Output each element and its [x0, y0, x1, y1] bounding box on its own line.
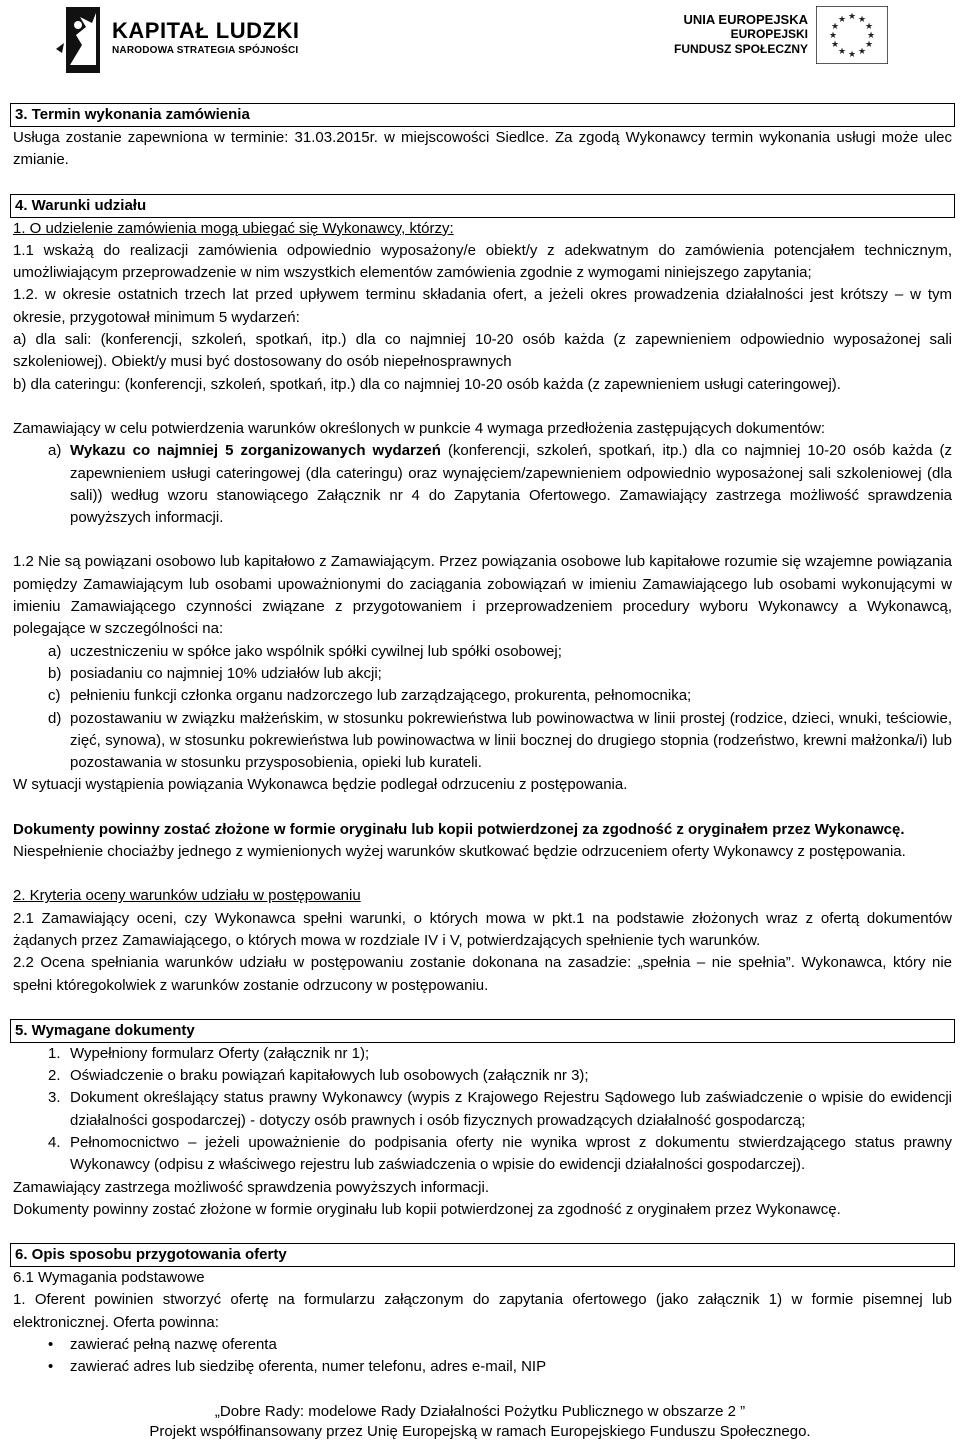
svg-text:★: ★: [864, 22, 874, 32]
eu-line1: UNIA EUROPEJSKA: [683, 12, 808, 27]
relation-item: [10, 663, 955, 685]
relation-text: uczestniczeniu w spółce jako wspólnik spółki cywilnej lub spółki osobowej;: [70, 642, 562, 660]
docs-note: Niespełnienie chociażby jednego z wymienionych wyżej warunków skutkować będzie odrzuceniem oferty Wykonawcy z postępowania.: [13, 843, 906, 861]
required-doc-marker: 2.: [48, 1067, 61, 1085]
relation-item: [10, 685, 955, 707]
criteria-heading-text: 2. Kryteria oceny warunków udziału w postępowaniu: [13, 887, 361, 905]
section-4-sub1-text: 1. O udzielenie zamówienia mogą ubiegać się Wykonawcy, którzy:: [13, 219, 454, 237]
eu-line3: FUNDUSZ SPOŁECZNY: [673, 42, 808, 56]
required-doc-text: Dokument określający status prawny Wykonawcy (wypis z Krajowego Rejestru Sądowego lub zaświadczenie o wpisie do ewidencji działalności gospodarczej) - dotyczy osób prawnych i osób fizycznych prowadzących działalność gospodarczą;: [70, 1089, 952, 1129]
confirm-item-a: [10, 440, 955, 529]
required-doc-marker: 3.: [48, 1089, 61, 1107]
criteria-p22: 2.2 Ocena spełniania warunków udziału w postępowaniu zostanie dokonana na zasadzie: „spełnia – nie spełnia”. Wykonawca, który nie spełni któregokolwiek z warunków zostanie odrzucony w postępowaniu.: [13, 954, 952, 994]
required-doc-text: Oświadczenie o braku powiązań kapitałowych lub osobowych (załącznik nr 3);: [70, 1067, 589, 1085]
svg-text:★: ★: [830, 40, 840, 50]
section-5-heading: 5. Wymagane dokumenty: [10, 1019, 955, 1043]
offer-bullet-text: zawierać adres lub siedzibę oferenta, numer telefonu, adres e-mail, NIP: [70, 1358, 547, 1376]
footer-line1: „Dobre Rady: modelowe Rady Działalności Pożytku Publicznego w obszarze 2 ”: [214, 1403, 746, 1420]
relations-list: [10, 641, 955, 775]
svg-text:★: ★: [857, 47, 867, 57]
required-doc-item: [10, 1065, 955, 1087]
page-header: [0, 0, 960, 90]
section-6-sub: 6.1 Wymagania podstawowe: [13, 1269, 205, 1287]
relation-text: pozostawaniu w związku małżeńskim, w stosunku pokrewieństwa lub powinowactwa w linii prostej (rodzice, dzieci, wnuki, teściowie, zięć, synowa), w stosunku pokrewieństwa lub powinowactwa w linii bocznej do drugiego stopnia (rodzeństwo, krewni małżonka/i) lub pozostawania w stosunku przysposobienia, opieki lub kurateli.: [70, 709, 952, 772]
offer-bullets: [10, 1334, 955, 1379]
relations-after: W sytuacji wystąpienia powiązania Wykonawca będzie podlegał odrzuceniu z postępowania.: [13, 776, 628, 794]
svg-text:★: ★: [847, 12, 857, 22]
kapital-ludzki-subtitle: NARODOWA STRATEGIA SPÓJNOŚCI: [112, 45, 299, 56]
relation-item: [10, 641, 955, 663]
bullet-icon: •: [48, 1358, 54, 1376]
eu-text: [674, 12, 808, 57]
offer-bullet-item: [10, 1334, 955, 1356]
section-4-sub1: [10, 218, 955, 240]
section-6-p1: 1. Oferent powinien stworzyć ofertę na formularzu załączonym do zapytania ofertowego (jako załącznik 1) w formie pisemnej lub elektronicznej. Oferta powinna:: [13, 1291, 952, 1331]
confirm-intro: Zamawiający w celu potwierdzenia warunków określonych w punkcie 4 wymaga przedłożenia zastępujących dokumentów:: [13, 419, 826, 437]
kapital-ludzki-title: KAPITAŁ LUDZKI: [112, 18, 300, 43]
eu-line2: EUROPEJSKI: [730, 27, 808, 41]
svg-text:★: ★: [837, 15, 847, 25]
required-doc-item: [10, 1132, 955, 1177]
section-6-heading: 6. Opis sposobu przygotowania oferty: [10, 1243, 955, 1267]
section-4-p12-relations: 1.2 Nie są powiązani osobowo lub kapitałowo z Zamawiającym. Przez powiązania osobowe lub kapitałowe rozumie się wzajemne powiązania pomiędzy Zamawiającym lub osobami upoważnionymi do zaciągania zobowiązań w imieniu Zamawiającego lub osobami wykonującymi w imieniu Zamawiającego czynności związane z przygotowaniem i przeprowadzeniem procedury wyboru Wykonawcy a Wykonawcą, polegające w szczególności na:: [13, 553, 952, 638]
section-3-heading: 3. Termin wykonania zamówienia: [10, 103, 955, 127]
relation-marker: a): [48, 642, 62, 660]
required-doc-marker: 1.: [48, 1044, 61, 1062]
section-4-heading: 4. Warunki udziału: [10, 194, 955, 218]
required-doc-text: Pełnomocnictwo – jeżeli upoważnienie do podpisania oferty nie wynika wprost z dokumentu stwierdzającego status prawny Wykonawcy (odpisu z właściwego rejestru lub zaświadczenia o wpisie do ewidencji działalności gospodarczej).: [70, 1133, 952, 1174]
confirm-item-rest: (konferencji, szkoleń, spotkań, itp.) dla co najmniej 10-20 osób każda (z zapewnieniem usługi cateringowej (dla cateringu) oraz wynajęciem/zapewnieniem odpowiednio wyposażonej sali szkoleniowej (dla sali)) według wzoru stanowiącego Załącznik nr 4 do Zapytania Ofertowego. Zamawiający zastrzega możliwość sprawdzenia powyższych informacji.: [70, 442, 952, 527]
svg-text:★: ★: [847, 50, 857, 60]
required-doc-item: [10, 1087, 955, 1132]
confirm-item-text: [70, 440, 955, 529]
section-5-after1: Zamawiający zastrzega możliwość sprawdzenia powyższych informacji.: [13, 1178, 489, 1196]
required-doc-text: Wypełniony formularz Oferty (załącznik nr 1);: [70, 1044, 370, 1062]
svg-text:★: ★: [828, 31, 838, 41]
eu-flag-icon: [816, 6, 888, 64]
required-doc-item: [10, 1043, 955, 1065]
section-4-p12b: b) dla cateringu: (konferencji, szkoleń, spotkań, itp.) dla co najmniej 10-20 osób każda (z zapewnieniem usługi cateringowej).: [13, 375, 841, 393]
svg-text:★: ★: [866, 31, 876, 41]
svg-text:★: ★: [837, 47, 847, 57]
docs-bold-note: Dokumenty powinny zostać złożone w formie oryginału lub kopii potwierdzonej za zgodność z oryginałem przez Wykonawcę.: [13, 820, 905, 838]
svg-text:★: ★: [830, 22, 840, 32]
relation-text: posiadaniu co najmniej 10% udziałów lub akcji;: [70, 664, 382, 682]
relation-text: pełnieniu funkcji członka organu nadzorczego lub zarządzającego, prokurenta, pełnomocnika;: [70, 687, 692, 705]
offer-bullet-item: [10, 1356, 955, 1378]
relation-marker: d): [48, 709, 62, 727]
confirm-item-bold: Wykazu co najmniej 5 zorganizowanych wydarzeń: [70, 442, 441, 460]
svg-text:★: ★: [857, 15, 867, 25]
section-4-p12: 1.2. w okresie ostatnich trzech lat przed upływem terminu składania ofert, a jeżeli okres prowadzenia działalności jest krótszy – w tym okresie, przygotował minimum 5 wydarzeń:: [13, 286, 952, 326]
criteria-p21: 2.1 Zamawiający oceni, czy Wykonawca spełni warunki, o których mowa w pkt.1 na podstawie złożonych wraz z ofertą dokumentów żądanych przez Zamawiającego, o których mowa w rozdziale IV i V, potwierdzających spełnienie tych warunków.: [13, 909, 952, 949]
document-body: [10, 103, 955, 1379]
confirm-item-marker: a): [48, 442, 62, 460]
required-doc-marker: 4.: [48, 1133, 61, 1151]
relation-marker: b): [48, 664, 62, 682]
footer-line2: Projekt współfinansowany przez Unię Europejską w ramach Europejskiego Funduszu Społecznego.: [149, 1423, 811, 1440]
section-3-text: Usługa zostanie zapewniona w terminie: 31.03.2015r. w miejscowości Siedlce. Za zgodą Wykonawcy termin wykonania usługi może ulec zmianie.: [13, 129, 952, 169]
section-4-p11: 1.1 wskażą do realizacji zamówienia odpowiednio wyposażony/e obiekt/y z adekwatnym do zamówienia potencjałem technicznym, umożliwiającym przeprowadzenie w nim wszystkich elementów zamówienia zgodnie z wymogami niniejszego zapytania;: [13, 241, 952, 282]
relation-marker: c): [48, 687, 61, 705]
svg-text:★: ★: [864, 40, 874, 50]
criteria-heading: [10, 885, 955, 907]
relation-item: [10, 708, 955, 775]
offer-bullet-text: zawierać pełną nazwę oferenta: [70, 1336, 277, 1354]
required-docs-list: [10, 1043, 955, 1177]
section-4-p12a: a) dla sali: (konferencji, szkoleń, spotkań, itp.) dla co najmniej 10-20 osób każda (z zapewnieniem odpowiednio wyposażonej sali szkoleniowej). Obiekt/y musi być dostosowany do osób niepełnosprawnych: [13, 331, 952, 371]
bullet-icon: •: [48, 1336, 54, 1354]
section-5-after2: Dokumenty powinny zostać złożone w formie oryginału lub kopii potwierdzonej za zgodność z oryginałem przez Wykonawcę.: [13, 1200, 841, 1218]
